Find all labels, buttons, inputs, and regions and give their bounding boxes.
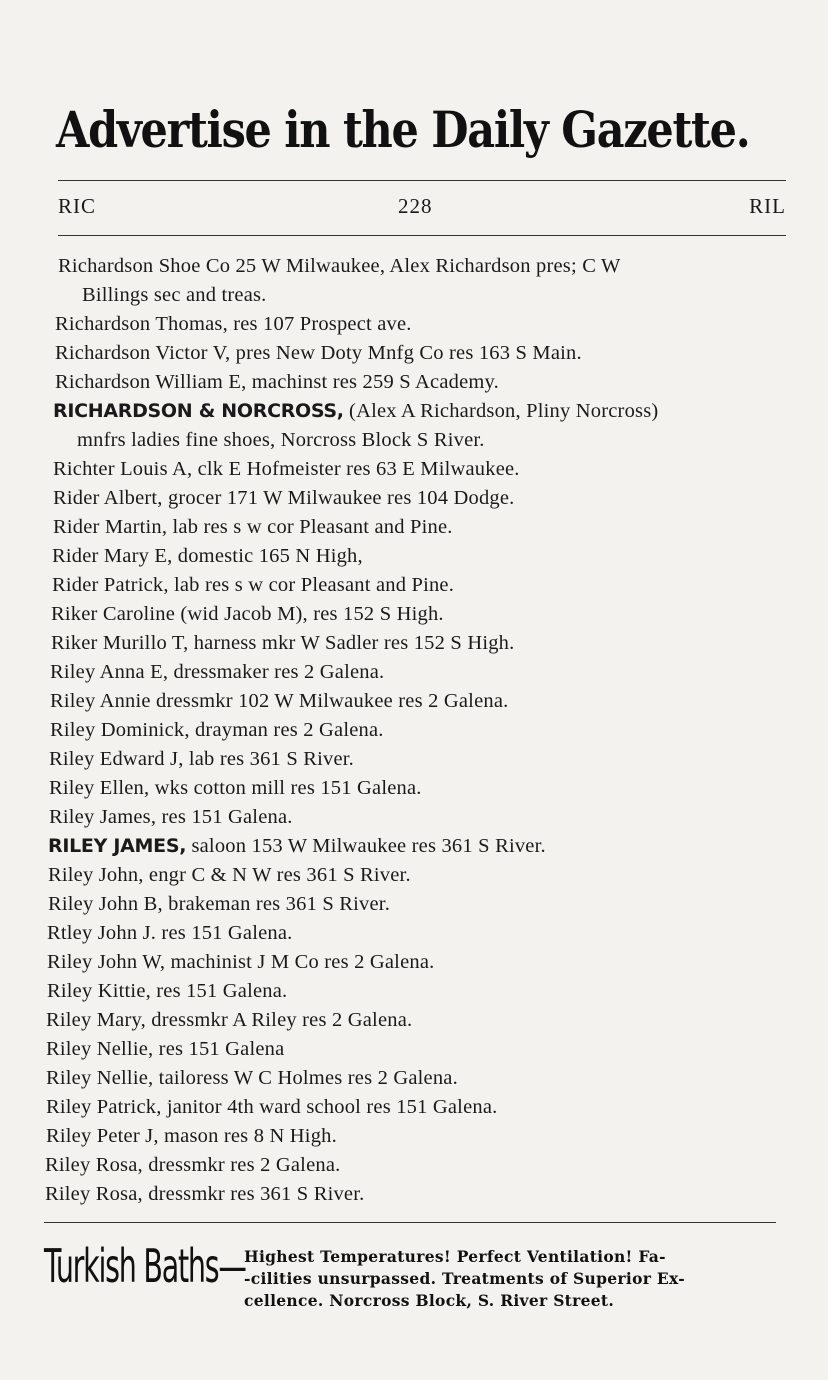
ad-title: Turkish Baths— xyxy=(44,1239,246,1293)
directory-entry: Riley James, res 151 Galena. xyxy=(49,806,293,828)
ad-text xyxy=(244,1246,784,1312)
header-rule-top xyxy=(58,180,786,181)
directory-entry: Riley Rosa, dressmkr res 361 S River. xyxy=(45,1183,365,1205)
directory-entry: Riley Dominick, drayman res 2 Galena. xyxy=(50,719,384,741)
entry-bold-name: RICHARDSON & NORCROSS, xyxy=(53,400,344,422)
directory-entry: Riley Nellie, res 151 Galena xyxy=(46,1038,285,1060)
page-headline: Advertise in the Daily Gazette. xyxy=(56,100,750,159)
directory-entry: Riley Edward J, lab res 361 S River. xyxy=(49,748,354,770)
directory-entry: Riley Annie dressmkr 102 W Milwaukee res 2 Galena. xyxy=(50,690,509,712)
directory-entry: Richardson Thomas, res 107 Prospect ave. xyxy=(55,313,412,335)
directory-entry: Rtley John J. res 151 Galena. xyxy=(47,922,293,944)
directory-entry: Riker Murillo T, harness mkr W Sadler res 152 S High. xyxy=(51,632,515,654)
directory-entry: Rider Patrick, lab res s w cor Pleasant and Pine. xyxy=(52,574,455,596)
page-number: 228 xyxy=(398,194,433,218)
right-guide-word: RIL xyxy=(749,194,786,218)
directory-entry: Rider Martin, lab res s w cor Pleasant and Pine. xyxy=(53,516,453,538)
ad-text-line: Highest Temperatures! Perfect Ventilation! Fa- xyxy=(244,1247,666,1266)
entry-line: Richardson Shoe Co 25 W Milwaukee, Alex Richardson pres; C W xyxy=(58,255,621,277)
directory-entry: Richter Louis A, clk E Hofmeister res 63 E Milwaukee. xyxy=(53,458,520,480)
directory-entry: Riley Nellie, tailoress W C Holmes res 2 Galena. xyxy=(46,1067,458,1089)
entry-detail: saloon 153 W Milwaukee res 361 S River. xyxy=(186,835,546,857)
directory-entry: Rider Mary E, domestic 165 N High, xyxy=(52,545,363,567)
left-guide-word: RIC xyxy=(58,194,97,218)
header-rule-bottom xyxy=(58,235,786,236)
directory-entry: Riley Rosa, dressmkr res 2 Galena. xyxy=(45,1154,341,1176)
entry-bold-name: RILEY JAMES, xyxy=(48,835,187,857)
directory-entry: Riley John, engr C & N W res 361 S River. xyxy=(48,864,411,886)
directory-entry: Riley John W, machinist J M Co res 2 Galena. xyxy=(47,951,435,973)
directory-entry: Riley Kittie, res 151 Galena. xyxy=(47,980,288,1002)
directory-entry xyxy=(58,252,621,310)
entry-continuation: Billings sec and treas. xyxy=(82,284,267,306)
directory-entry xyxy=(48,832,546,861)
directory-entry: Richardson William E, machinst res 259 S Academy. xyxy=(55,371,499,393)
entry-detail: (Alex A Richardson, Pliny Norcross) xyxy=(343,400,659,422)
directory-entry: Riley Peter J, mason res 8 N High. xyxy=(46,1125,337,1147)
ad-text-line: cellence. Norcross Block, S. River Street. xyxy=(244,1291,615,1310)
ad-text-line: -cilities unsurpassed. Treatments of Superior Ex- xyxy=(244,1269,685,1288)
directory-entry xyxy=(53,397,658,455)
directory-entry: Riley Mary, dressmkr A Riley res 2 Galena. xyxy=(46,1009,413,1031)
entry-line xyxy=(53,397,658,426)
running-head xyxy=(58,194,786,222)
footer-rule xyxy=(44,1222,776,1223)
entry-continuation: mnfrs ladies fine shoes, Norcross Block S River. xyxy=(77,429,485,451)
directory-entry: Riley Ellen, wks cotton mill res 151 Galena. xyxy=(49,777,422,799)
directory-entry: Riley John B, brakeman res 361 S River. xyxy=(48,893,391,915)
directory-entry: Riker Caroline (wid Jacob M), res 152 S High. xyxy=(51,603,444,625)
directory-entry: Richardson Victor V, pres New Doty Mnfg Co res 163 S Main. xyxy=(55,342,582,364)
directory-entry: Riley Anna E, dressmaker res 2 Galena. xyxy=(50,661,385,683)
directory-entry: Riley Patrick, janitor 4th ward school res 151 Galena. xyxy=(46,1096,498,1118)
directory-entry: Rider Albert, grocer 171 W Milwaukee res 104 Dodge. xyxy=(53,487,515,509)
